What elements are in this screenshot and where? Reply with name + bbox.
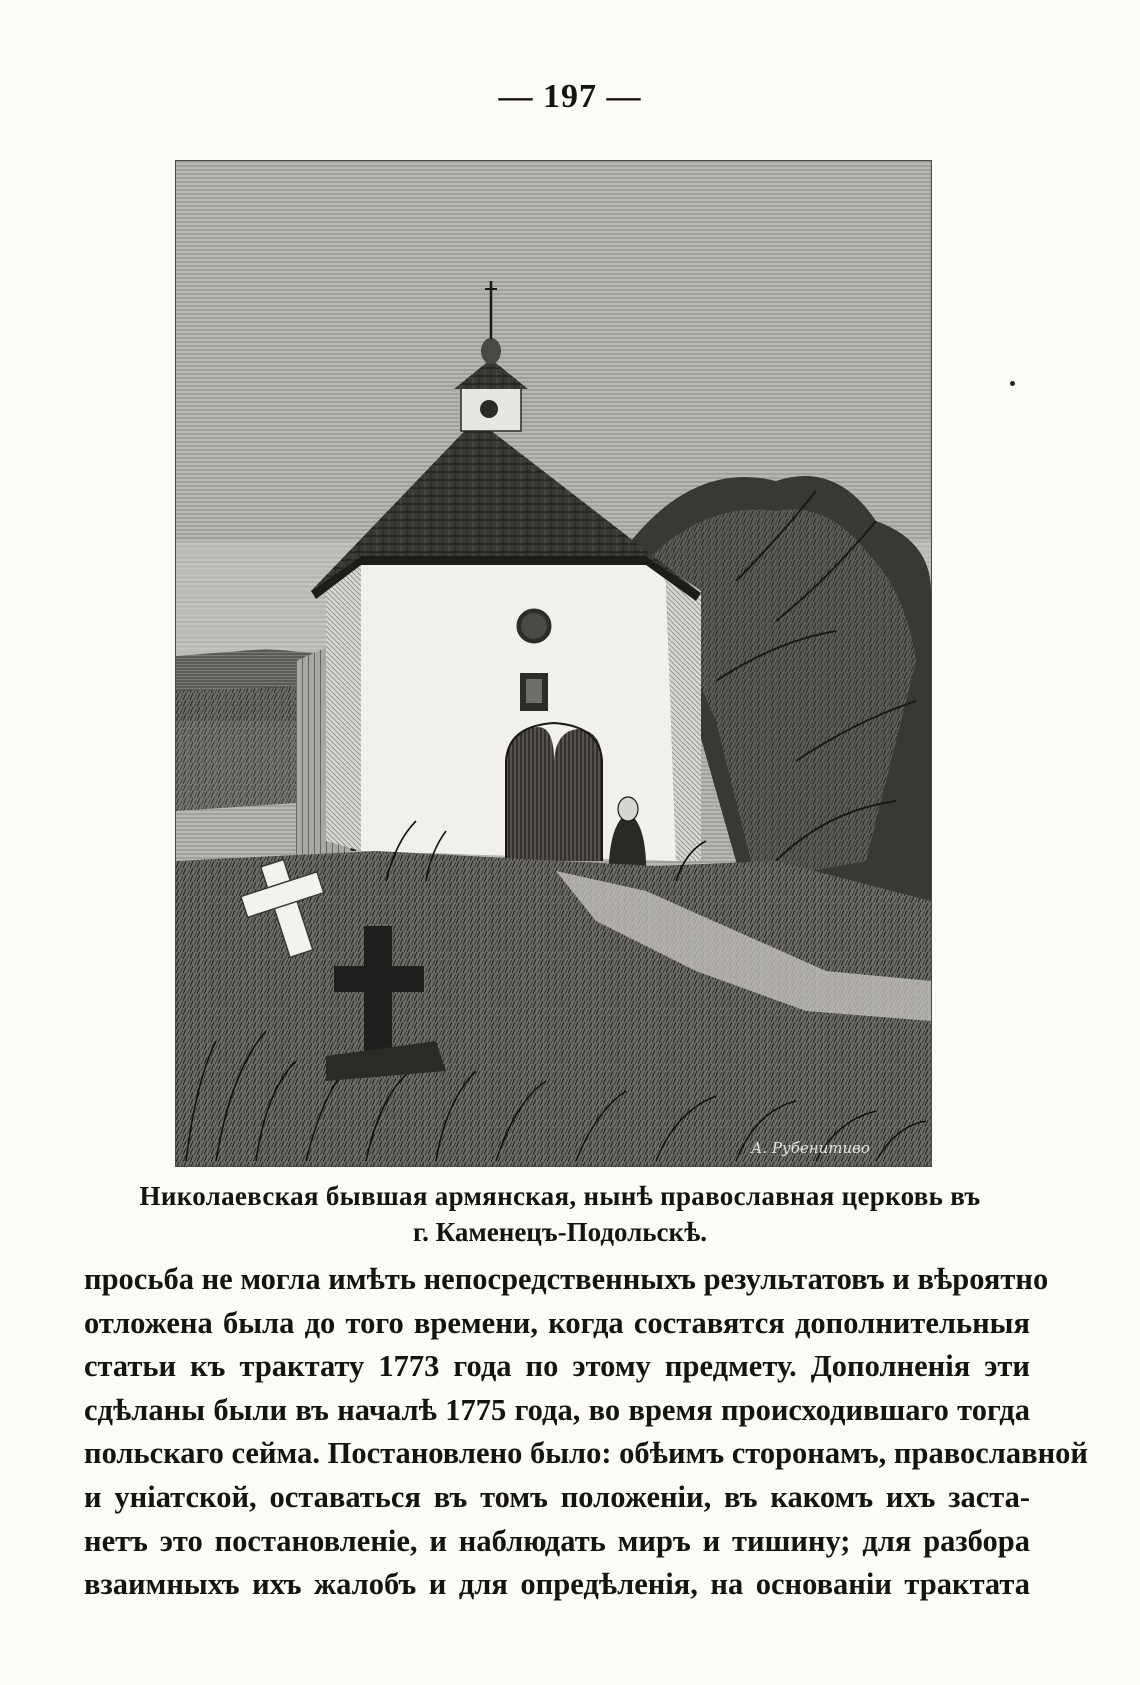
text-line: сдѣланы были въ началѣ 1775 года, во время происходившаго тогда <box>84 1392 1030 1427</box>
artist-signature: А. Рубенитиво <box>751 1139 870 1157</box>
church-engraving <box>175 160 932 1167</box>
text-line: и уніатской, оставаться въ томъ положеніи, въ какомъ ихъ заста- <box>84 1479 1030 1514</box>
text-line: просьба не могла имѣть непосредственныхъ результатовъ и вѣроятно <box>84 1262 1049 1296</box>
caption-line-1: Николаевская бывшая армянская, нынѣ православная церковь въ <box>139 1181 981 1211</box>
text-line: польскаго сейма. Постановлено было: обѣимъ сторонамъ, православной <box>84 1436 1088 1471</box>
figure-caption <box>120 1178 1000 1250</box>
text-line: отложена была до того времени, когда составятся дополнительныя <box>84 1305 1030 1340</box>
ink-speck <box>1010 381 1015 386</box>
text-line: взаимныхъ ихъ жалобъ и для опредѣленія, на основаніи трактата <box>84 1567 1030 1602</box>
text-line: нетъ это постановленіе, и наблюдать миръ и тишину; для разбора <box>84 1523 1030 1558</box>
text-line: статьи къ трактату 1773 года по этому предмету. Дополненія эти <box>84 1349 1030 1384</box>
page-number: — 197 — <box>498 78 642 115</box>
body-paragraph <box>84 1258 1088 1607</box>
caption-line-2: г. Каменецъ-Подольскѣ. <box>412 1217 708 1247</box>
